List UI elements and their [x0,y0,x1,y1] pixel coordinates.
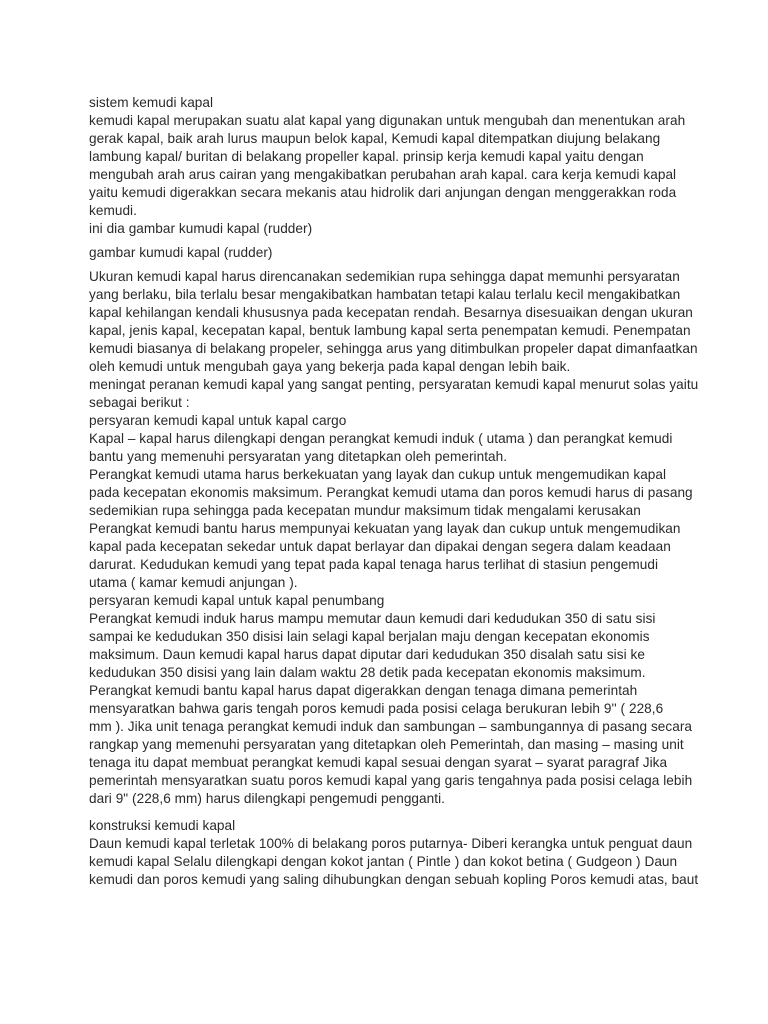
text-line: kemudi kapal Selalu dilengkapi dengan kokot jantan ( Pintle ) dan kokot betina ( Gudgeon ) Daun [89,854,678,869]
text-line: yang berlaku, bila terlalu besar mengakibatkan hambatan tetapi kalau terlalu kecil mengakibatkan [89,287,681,302]
text-line: kemudi biasanya di belakang propeler, sehingga arus yang ditimbulkan propeler dapat dimanfaatkan [89,341,698,356]
text-line: lambung kapal/ buritan di belakang propeller kapal. prinsip kerja kemudi kapal yaitu dengan [89,149,644,164]
text-line: ini dia gambar kumudi kapal (rudder) [89,221,313,236]
text-line: gerak kapal, baik arah lurus maupun belok kapal, Kemudi kapal ditempatkan diujung belakang [89,131,661,146]
text-line: mensyaratkan bahwa garis tengah poros kemudi pada posisi celaga berukuran lebih 9'' ( 228,6 [89,701,664,716]
text-line: sedemikian rupa sehingga pada kecepatan mundur maksimum tidak mengalami kerusakan [89,503,641,518]
section-sistem-kemudi [89,94,689,238]
text-line: kapal, jenis kapal, kecepatan kapal, bentuk lambung kapal serta penempatan kemudi. Penempatan [89,323,691,338]
text-line: kemudi. [89,203,137,218]
text-line: bantu yang memenuhi persyaratan yang ditetapkan oleh pemerintah. [89,449,508,464]
section-heading: sistem kemudi kapal [89,95,214,110]
text-line: mengubah arah arus cairan yang mengakibatkan perubahan arah kapal. cara kerja kemudi kapal [89,167,677,182]
text-line: Kapal – kapal harus dilengkapi dengan perangkat kemudi induk ( utama ) dan perangkat kemudi [89,431,673,446]
section-ukuran-kemudi [89,268,699,592]
text-line: Perangkat kemudi induk harus mampu memutar daun kemudi dari kedudukan 350 di satu sisi [89,611,656,626]
text-line: kedudukan 350 disisi yang lain dalam waktu 28 detik pada kecepatan ekonomis maksimum. [89,665,646,680]
text-line: pada kecepatan ekonomis maksimum. Perangkat kemudi utama dan poros kemudi harus di pasang [89,485,693,500]
text-line: sebagai berikut : [89,395,190,410]
text-line: darurat. Kedudukan kemudi yang tepat pada kapal tenaga harus terlihat di stasiun pengemudi [89,557,659,572]
text-line: maksimum. Daun kemudi kapal harus dapat diputar dari kedudukan 350 disalah satu sisi ke [89,647,645,662]
text-line: Daun kemudi kapal terletak 100% di belakang poros putarnya- Diberi kerangka untuk penguat daun [89,836,693,851]
text-line: kapal kehilangan kendali khususnya pada kecepatan rendah. Besarnya disesuaikan dengan ukuran [89,305,693,320]
section-kapal-penumbang [89,592,693,808]
section-konstruksi-kemudi [89,817,699,889]
image-caption: gambar kumudi kapal (rudder) [89,245,273,260]
text-line: yaitu kemudi digerakkan secara mekanis atau hidrolik dari anjungan dengan menggerakkan roda [89,185,677,200]
text-line: sampai ke kedudukan 350 disisi lain selagi kapal berjalan maju dengan kecepatan ekonomis [89,629,650,644]
text-line: kemudi dan poros kemudi yang saling dihubungkan dengan sebuah kopling Poros kemudi atas, baut [89,872,699,887]
subsection-heading: persyaran kemudi kapal untuk kapal cargo [89,413,347,428]
text-line: Perangkat kemudi utama harus berkekuatan yang layak dan cukup untuk mengemudikan kapal [89,467,667,482]
text-line: utama ( kamar kemudi anjungan ). [89,575,298,590]
text-line: kemudi kapal merupakan suatu alat kapal yang digunakan untuk mengubah dan menentukan arah [89,113,686,128]
document-page [89,94,699,889]
text-line: oleh kemudi untuk mengubah gaya yang bekerja pada kapal dengan lebih baik. [89,359,571,374]
text-line: Perangkat kemudi bantu kapal harus dapat digerakkan dengan tenaga dimana pemerintah [89,683,638,698]
text-line: rangkap yang memenuhi persyaratan yang ditetapkan oleh Pemerintah, dan masing – masing unit [89,737,684,752]
text-line: Ukuran kemudi kapal harus direncanakan sedemikian rupa sehingga dapat memunhi persyaratan [89,269,680,284]
subsection-heading: persyaran kemudi kapal untuk kapal penumbang [89,593,385,608]
text-line: mm ). Jika unit tenaga perangkat kemudi induk dan sambungan – sambungannya di pasang secara [89,719,693,734]
text-line: dari 9" (228,6 mm) harus dilengkapi pengemudi pengganti. [89,791,445,806]
section-heading: konstruksi kemudi kapal [89,818,236,833]
text-line: tenaga itu dapat membuat perangkat kemudi kapal sesuai dengan syarat – syarat paragraf Jika [89,755,668,770]
text-line: kapal pada kecepatan sekedar untuk dapat berlayar dan dipakai dengan segera dalam keadaan [89,539,671,554]
text-line: Perangkat kemudi bantu harus mempunyai kekuatan yang layak dan cukup untuk mengemudikan [89,521,681,536]
text-line: pemerintah mensyaratkan suatu poros kemudi kapal yang garis tengahnya pada posisi celaga lebih [89,773,693,788]
text-line: meningat peranan kemudi kapal yang sangat penting, persyaratan kemudi kapal menurut solas yaitu [89,377,699,392]
